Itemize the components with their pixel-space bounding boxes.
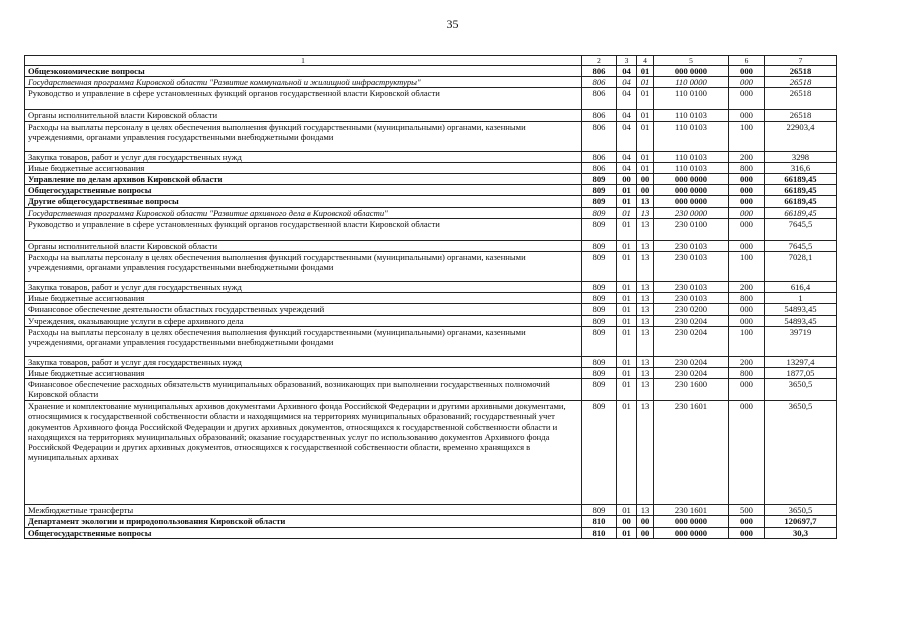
row-amount-cell: 66189,45 <box>765 185 837 196</box>
row-amount-cell: 26518 <box>765 110 837 121</box>
row-name-cell: Общегосударственные вопросы <box>25 185 582 196</box>
row-subsection-cell: 13 <box>637 240 654 251</box>
row-amount-cell: 30,3 <box>765 527 837 538</box>
row-amount-cell: 54893,45 <box>765 304 837 315</box>
row-target-item-cell: 110 0103 <box>654 151 729 162</box>
row-subsection-cell: 13 <box>637 304 654 315</box>
row-amount-cell: 22903,4 <box>765 121 837 151</box>
row-name-cell: Межбюджетные трансферты <box>25 505 582 516</box>
row-section-cell: 01 <box>617 207 637 218</box>
table-row <box>25 516 837 527</box>
row-expense-type-cell: 800 <box>729 162 765 173</box>
row-code-gr-cell: 809 <box>582 401 617 505</box>
row-subsection-cell: 01 <box>637 110 654 121</box>
row-name-cell: Другие общегосударственные вопросы <box>25 196 582 207</box>
row-name-cell: Управление по делам архивов Кировской области <box>25 174 582 185</box>
row-expense-type-cell: 000 <box>729 88 765 110</box>
row-section-cell: 01 <box>617 326 637 356</box>
row-expense-type-cell: 000 <box>729 304 765 315</box>
row-expense-type-cell: 200 <box>729 151 765 162</box>
row-target-item-cell: 230 1600 <box>654 379 729 401</box>
row-amount-cell: 26518 <box>765 88 837 110</box>
row-name-cell: Закупка товаров, работ и услуг для государственных нужд <box>25 356 582 367</box>
row-code-gr-cell: 806 <box>582 66 617 77</box>
row-amount-cell: 1 <box>765 293 837 304</box>
table-row <box>25 315 837 326</box>
row-name-cell: Общеэкономические вопросы <box>25 66 582 77</box>
row-name-cell: Иные бюджетные ассигнования <box>25 368 582 379</box>
row-section-cell: 01 <box>617 304 637 315</box>
row-expense-type-cell: 000 <box>729 401 765 505</box>
table-row <box>25 185 837 196</box>
table-row <box>25 368 837 379</box>
row-name-cell: Расходы на выплаты персоналу в целях обеспечения выполнения функций государственными (муниципальными) органами, казенными учреждениями, органами управления государственными внебюджетными фондами <box>25 121 582 151</box>
row-subsection-cell: 13 <box>637 368 654 379</box>
row-expense-type-cell: 000 <box>729 174 765 185</box>
row-target-item-cell: 110 0103 <box>654 162 729 173</box>
row-code-gr-cell: 809 <box>582 379 617 401</box>
row-name-cell: Руководство и управление в сфере установленных функций органов государственной власти Кировской области <box>25 218 582 240</box>
row-name-cell: Финансовое обеспечение расходных обязательств муниципальных образований, возникающих при выполнении государственных полномочий Кировской области <box>25 379 582 401</box>
row-section-cell: 04 <box>617 121 637 151</box>
row-target-item-cell: 230 0103 <box>654 252 729 282</box>
row-section-cell: 04 <box>617 66 637 77</box>
table-row <box>25 401 837 505</box>
row-code-gr-cell: 809 <box>582 304 617 315</box>
row-section-cell: 01 <box>617 282 637 293</box>
row-code-gr-cell: 809 <box>582 185 617 196</box>
row-target-item-cell: 000 0000 <box>654 516 729 527</box>
row-amount-cell: 54893,45 <box>765 315 837 326</box>
row-code-gr-cell: 806 <box>582 110 617 121</box>
row-amount-cell: 120697,7 <box>765 516 837 527</box>
row-name-cell: Закупка товаров, работ и услуг для государственных нужд <box>25 151 582 162</box>
table-row <box>25 66 837 77</box>
row-subsection-cell: 13 <box>637 326 654 356</box>
row-subsection-cell: 00 <box>637 527 654 538</box>
row-subsection-cell: 00 <box>637 516 654 527</box>
row-target-item-cell: 230 0000 <box>654 207 729 218</box>
row-expense-type-cell: 000 <box>729 527 765 538</box>
row-target-item-cell: 000 0000 <box>654 174 729 185</box>
header-cell: 4 <box>637 56 654 66</box>
row-section-cell: 00 <box>617 174 637 185</box>
table-row <box>25 207 837 218</box>
row-expense-type-cell: 000 <box>729 110 765 121</box>
row-section-cell: 04 <box>617 88 637 110</box>
row-expense-type-cell: 800 <box>729 368 765 379</box>
row-name-cell: Хранение и комплектование муниципальных архивов документами Архивного фонда Российской Федерации и другими архивными документами, относящимися к государственной собственности области и находящимися на территориях муниципальных образований; государственный учет документов Архивного фонда Российской Федерации и других архивных документов, относящихся к государственной собственности области и находящихся на территориях муниципальных образований; оказание государственных услуг по использованию документов Архивного фонда Российской Федерации и других архивных документов, относящихся к государственной собственности области, временно хранящихся в муниципальных архивах <box>25 401 582 505</box>
row-section-cell: 01 <box>617 196 637 207</box>
row-section-cell: 01 <box>617 240 637 251</box>
row-section-cell: 04 <box>617 77 637 88</box>
table-row <box>25 304 837 315</box>
row-code-gr-cell: 809 <box>582 368 617 379</box>
row-code-gr-cell: 806 <box>582 88 617 110</box>
row-code-gr-cell: 809 <box>582 218 617 240</box>
row-target-item-cell: 230 0204 <box>654 315 729 326</box>
row-target-item-cell: 110 0000 <box>654 77 729 88</box>
header-cell: 3 <box>617 56 637 66</box>
row-subsection-cell: 13 <box>637 218 654 240</box>
row-section-cell: 01 <box>617 315 637 326</box>
row-amount-cell: 7645,5 <box>765 240 837 251</box>
row-expense-type-cell: 000 <box>729 66 765 77</box>
row-amount-cell: 7028,1 <box>765 252 837 282</box>
row-section-cell: 04 <box>617 162 637 173</box>
row-name-cell: Государственная программа Кировской области "Развитие архивного дела в Кировской области" <box>25 207 582 218</box>
row-amount-cell: 1877,05 <box>765 368 837 379</box>
row-target-item-cell: 000 0000 <box>654 527 729 538</box>
row-section-cell: 00 <box>617 516 637 527</box>
row-code-gr-cell: 809 <box>582 293 617 304</box>
row-name-cell: Государственная программа Кировской области "Развитие коммунальной и жилищной инфраструктуры" <box>25 77 582 88</box>
page-number: 35 <box>446 17 459 31</box>
row-target-item-cell: 230 0103 <box>654 240 729 251</box>
row-subsection-cell: 01 <box>637 77 654 88</box>
row-subsection-cell: 13 <box>637 401 654 505</box>
row-name-cell: Расходы на выплаты персоналу в целях обеспечения выполнения функций государственными (муниципальными) органами, казенными учреждениями, органами управления государственными внебюджетными фондами <box>25 252 582 282</box>
row-target-item-cell: 110 0103 <box>654 110 729 121</box>
budget-table <box>24 55 837 539</box>
row-amount-cell: 7645,5 <box>765 218 837 240</box>
row-expense-type-cell: 000 <box>729 218 765 240</box>
row-name-cell: Расходы на выплаты персоналу в целях обеспечения выполнения функций государственными (муниципальными) органами, казенными учреждениями, органами управления государственными внебюджетными фондами <box>25 326 582 356</box>
row-section-cell: 01 <box>617 356 637 367</box>
row-amount-cell: 316,6 <box>765 162 837 173</box>
row-subsection-cell: 13 <box>637 356 654 367</box>
row-section-cell: 04 <box>617 110 637 121</box>
row-subsection-cell: 01 <box>637 121 654 151</box>
table-row <box>25 110 837 121</box>
row-name-cell: Органы исполнительной власти Кировской области <box>25 110 582 121</box>
row-code-gr-cell: 806 <box>582 121 617 151</box>
row-subsection-cell: 13 <box>637 505 654 516</box>
row-code-gr-cell: 809 <box>582 505 617 516</box>
table-row <box>25 196 837 207</box>
row-name-cell: Учреждения, оказывающие услуги в сфере архивного дела <box>25 315 582 326</box>
row-code-gr-cell: 809 <box>582 207 617 218</box>
row-section-cell: 01 <box>617 527 637 538</box>
table-row <box>25 88 837 110</box>
row-target-item-cell: 000 0000 <box>654 196 729 207</box>
row-target-item-cell: 000 0000 <box>654 185 729 196</box>
row-expense-type-cell: 000 <box>729 196 765 207</box>
row-target-item-cell: 230 1601 <box>654 505 729 516</box>
row-section-cell: 01 <box>617 218 637 240</box>
row-code-gr-cell: 806 <box>582 77 617 88</box>
header-cell: 7 <box>765 56 837 66</box>
header-row <box>25 56 837 66</box>
row-expense-type-cell: 000 <box>729 379 765 401</box>
row-code-gr-cell: 809 <box>582 315 617 326</box>
row-code-gr-cell: 806 <box>582 162 617 173</box>
row-code-gr-cell: 810 <box>582 516 617 527</box>
table-row <box>25 282 837 293</box>
row-code-gr-cell: 810 <box>582 527 617 538</box>
row-amount-cell: 3650,5 <box>765 379 837 401</box>
row-subsection-cell: 01 <box>637 151 654 162</box>
row-expense-type-cell: 500 <box>729 505 765 516</box>
row-subsection-cell: 13 <box>637 293 654 304</box>
row-subsection-cell: 13 <box>637 379 654 401</box>
row-subsection-cell: 13 <box>637 207 654 218</box>
row-section-cell: 01 <box>617 293 637 304</box>
row-name-cell: Иные бюджетные ассигнования <box>25 162 582 173</box>
table-row <box>25 356 837 367</box>
row-target-item-cell: 230 0100 <box>654 218 729 240</box>
row-expense-type-cell: 200 <box>729 282 765 293</box>
row-code-gr-cell: 809 <box>582 252 617 282</box>
row-code-gr-cell: 809 <box>582 174 617 185</box>
row-expense-type-cell: 000 <box>729 516 765 527</box>
row-target-item-cell: 230 0204 <box>654 368 729 379</box>
table-row <box>25 162 837 173</box>
row-expense-type-cell: 000 <box>729 77 765 88</box>
row-section-cell: 04 <box>617 151 637 162</box>
row-target-item-cell: 230 0204 <box>654 356 729 367</box>
row-amount-cell: 66189,45 <box>765 207 837 218</box>
row-target-item-cell: 230 1601 <box>654 401 729 505</box>
row-section-cell: 01 <box>617 379 637 401</box>
row-subsection-cell: 00 <box>637 185 654 196</box>
row-amount-cell: 3650,5 <box>765 505 837 516</box>
table-row <box>25 77 837 88</box>
table-row <box>25 505 837 516</box>
row-name-cell: Иные бюджетные ассигнования <box>25 293 582 304</box>
row-name-cell: Закупка товаров, работ и услуг для государственных нужд <box>25 282 582 293</box>
table-row <box>25 379 837 401</box>
row-subsection-cell: 01 <box>637 88 654 110</box>
row-name-cell: Департамент экологии и природопользования Кировской области <box>25 516 582 527</box>
row-amount-cell: 3298 <box>765 151 837 162</box>
header-cell: 1 <box>25 56 582 66</box>
row-name-cell: Органы исполнительной власти Кировской области <box>25 240 582 251</box>
row-amount-cell: 66189,45 <box>765 196 837 207</box>
table-row <box>25 293 837 304</box>
row-subsection-cell: 01 <box>637 162 654 173</box>
table-row <box>25 326 837 356</box>
row-expense-type-cell: 000 <box>729 240 765 251</box>
row-subsection-cell: 13 <box>637 315 654 326</box>
row-expense-type-cell: 000 <box>729 315 765 326</box>
table-row <box>25 151 837 162</box>
table-row <box>25 527 837 538</box>
row-code-gr-cell: 809 <box>582 356 617 367</box>
table-row <box>25 252 837 282</box>
row-section-cell: 01 <box>617 401 637 505</box>
row-name-cell: Общегосударственные вопросы <box>25 527 582 538</box>
row-expense-type-cell: 100 <box>729 121 765 151</box>
row-amount-cell: 3650,5 <box>765 401 837 505</box>
row-code-gr-cell: 809 <box>582 326 617 356</box>
row-expense-type-cell: 100 <box>729 252 765 282</box>
row-subsection-cell: 13 <box>637 252 654 282</box>
row-name-cell: Руководство и управление в сфере установленных функций органов государственной власти Кировской области <box>25 88 582 110</box>
row-expense-type-cell: 200 <box>729 356 765 367</box>
row-expense-type-cell: 000 <box>729 185 765 196</box>
row-expense-type-cell: 800 <box>729 293 765 304</box>
row-section-cell: 01 <box>617 252 637 282</box>
row-target-item-cell: 230 0200 <box>654 304 729 315</box>
row-subsection-cell: 13 <box>637 282 654 293</box>
row-amount-cell: 66189,45 <box>765 174 837 185</box>
row-amount-cell: 26518 <box>765 77 837 88</box>
row-name-cell: Финансовое обеспечение деятельности областных государственных учреждений <box>25 304 582 315</box>
row-subsection-cell: 13 <box>637 196 654 207</box>
row-subsection-cell: 01 <box>637 66 654 77</box>
table-row <box>25 240 837 251</box>
row-target-item-cell: 000 0000 <box>654 66 729 77</box>
row-expense-type-cell: 100 <box>729 326 765 356</box>
row-section-cell: 01 <box>617 368 637 379</box>
row-code-gr-cell: 809 <box>582 196 617 207</box>
row-expense-type-cell: 000 <box>729 207 765 218</box>
row-code-gr-cell: 806 <box>582 151 617 162</box>
row-subsection-cell: 00 <box>637 174 654 185</box>
row-target-item-cell: 230 0103 <box>654 282 729 293</box>
row-target-item-cell: 110 0103 <box>654 121 729 151</box>
row-amount-cell: 616,4 <box>765 282 837 293</box>
row-amount-cell: 26518 <box>765 66 837 77</box>
row-target-item-cell: 230 0103 <box>654 293 729 304</box>
table-row <box>25 218 837 240</box>
table-row <box>25 121 837 151</box>
header-cell: 2 <box>582 56 617 66</box>
row-section-cell: 01 <box>617 505 637 516</box>
row-target-item-cell: 110 0100 <box>654 88 729 110</box>
row-code-gr-cell: 809 <box>582 240 617 251</box>
row-code-gr-cell: 809 <box>582 282 617 293</box>
row-section-cell: 01 <box>617 185 637 196</box>
row-amount-cell: 13297,4 <box>765 356 837 367</box>
header-cell: 5 <box>654 56 729 66</box>
row-amount-cell: 39719 <box>765 326 837 356</box>
table-row <box>25 174 837 185</box>
header-cell: 6 <box>729 56 765 66</box>
row-target-item-cell: 230 0204 <box>654 326 729 356</box>
